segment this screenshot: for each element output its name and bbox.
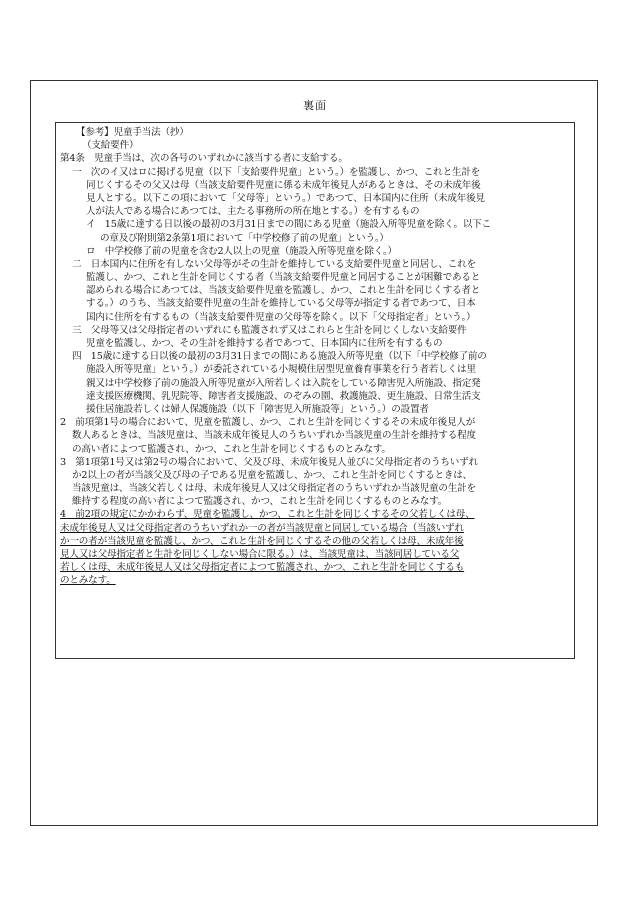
- text-line: 人が法人である場合にあつては、主たる事務所の所在地とする。）を有するもの: [86, 206, 420, 218]
- text-line: か一の者が当該児童を監護し、かつ、これと生計を同じくするその他の父若しくは母、未成年後: [60, 535, 464, 547]
- text-line: の章及び附則第2条第1項において「中学校修了前の児童」という。）: [100, 232, 389, 244]
- text-line: 第4条 児童手当は、次の各号のいずれかに該当する者に支給する。: [60, 153, 348, 165]
- text-line: 3 第1項第1号又は第2号の場合において、父及び母、未成年後見人並びに父母指定者のうちいずれ: [60, 456, 478, 468]
- text-line: 2 前項第1号の場合において、児童を監護し、かつ、これと生計を同じくするその未成年後見人が: [60, 417, 476, 429]
- text-line: 当該児童は、当該父若しくは母、未成年後見人又は父母指定者のうちいずれか当該児童の生計を: [72, 483, 476, 495]
- text-line: 親又は中学校修了前の施設入所等児童が入所若しくは入院をしている障害児入所施設、指定発: [86, 377, 481, 389]
- page-title: 裏面: [303, 99, 327, 112]
- text-line: の高い者によつて監護され、かつ、これと生計を同じくするものとみなす。: [72, 443, 391, 455]
- text-line: 若しくは母、未成年後見人又は父母指定者によつて監護され、かつ、これと生計を同じくするも: [60, 562, 465, 574]
- text-line: 未成年後見人又は父母指定者のうちいずれか一の者が当該児童と同居している場合（当該いずれ: [60, 522, 464, 534]
- text-line: 達支援医療機関、乳児院等、障害者支援施設、のぞみの園、救護施設、更生施設、日常生活支: [86, 390, 481, 402]
- text-line: 同じくするその父又は母（当該支給要件児童に係る未成年後見人があるときは、その未成年後: [86, 179, 481, 191]
- text-line: 【参考】児童手当法（抄）: [76, 127, 189, 138]
- text-line: 国内に住所を有するもの（当該支給要件児童の父母等を除く。以下「父母指定者」という。）: [86, 311, 476, 323]
- law-text: [60, 126, 575, 588]
- text-line: か2以上の者が当該父及び母の子である児童を監護し、かつ、これと生計を同じくするときは、: [72, 469, 473, 481]
- text-line: 二 日本国内に住所を有しない父母等がその生計を維持している支給要件児童と同居し、これを: [72, 258, 476, 270]
- text-line: 一 次のイ又はロに掲げる児童（以下「支給要件児童」という。）を監護し、かつ、これと生計を: [72, 166, 481, 178]
- text-line: 維持する程度の高い者によつて監護され、かつ、これと生計を同じくするものとみなす。: [72, 496, 448, 508]
- text-line: 三 父母等又は父母指定者のいずれにも監護されず又はこれらと生計を同じくしない支給要件: [72, 324, 467, 336]
- text-line: 四 15歳に達する日以後の最初の3月31日までの間にある施設入所等児童（以下「中学校修了前の: [72, 351, 487, 363]
- text-line: 見人とする。以下この項において「父母等」という。）であつて、日本国内に住所（未成年後見: [86, 192, 485, 204]
- text-line: イ 15歳に達する日以後の最初の3月31日までの間にある児童（施設入所等児童を除く。以下こ: [86, 219, 492, 231]
- text-line: ロ 中学校修了前の児童を含む2人以上の児童（施設入所等児童を除く。）: [86, 245, 397, 257]
- text-line: 認められる場合にあつては、当該支給要件児童を監護し、かつ、これと生計を同じくする者と: [86, 285, 481, 297]
- text-line: 監護し、かつ、これと生計を同じくする者（当該支給要件児童と同居することが困難であると: [86, 272, 481, 284]
- text-line: 見人又は父母指定者と生計を同じくしない場合に限る。）は、当該児童は、当該同居している父: [60, 549, 460, 560]
- text-line: 4 前2項の規定にかかわらず、児童を監護し、かつ、これと生計を同じくするその父若しくは母、: [60, 509, 475, 521]
- text-line: 援住居施設若しくは婦人保護施設（以下「障害児入所施設等」という。）の設置者: [86, 403, 429, 415]
- text-line: 児童を監護し、かつ、その生計を維持する者であつて、日本国内に住所を有するもの: [86, 338, 443, 349]
- text-line: のとみなす。: [60, 575, 116, 587]
- text-line: する。）のうち、当該支給要件児童の生計を維持している父母等が指定する者であつて、日本: [86, 298, 476, 310]
- text-line: 施設入所等児童」という。）が委託されている小規模住居型児童養育事業を行う者若しくは里: [86, 364, 476, 376]
- text-line: （支給要件）: [82, 140, 139, 152]
- text-line: 数人あるときは、当該児童は、当該未成年後見人のうちいずれか当該児童の生計を維持する程度: [72, 430, 476, 442]
